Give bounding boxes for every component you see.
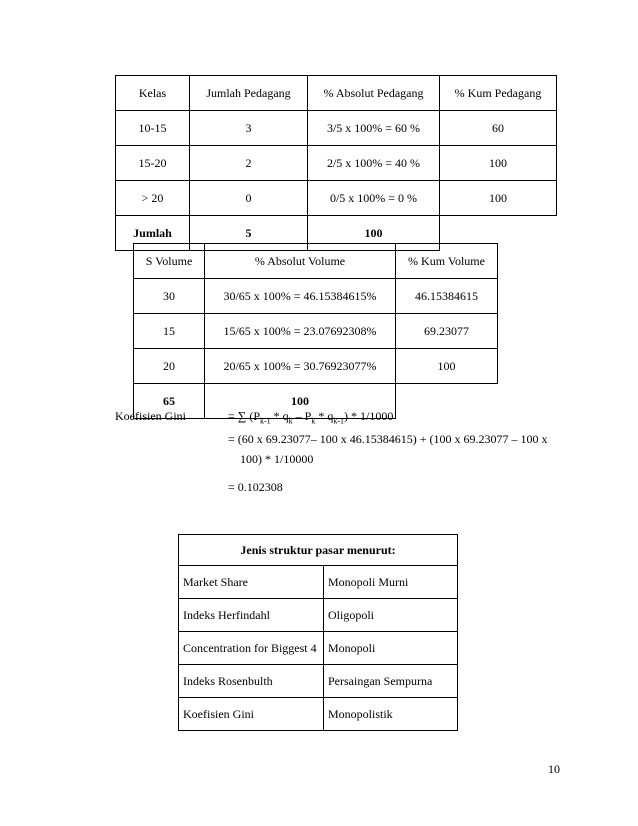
cell: 30/65 x 100% = 46.15384615% [205,279,396,314]
header-kum-pedagang: % Kum Pedagang [440,76,557,111]
cell: Oligopoli [324,599,458,632]
empty-cell [396,384,498,419]
page-number: 10 [548,762,560,776]
struktur-header: Jenis struktur pasar menurut: [179,535,458,566]
cell: 15 [134,314,205,349]
cell: Market Share [179,566,324,599]
total-absolut: 100 [205,384,396,419]
cell: 3/5 x 100% = 60 % [308,111,440,146]
cell: 10-15 [116,111,190,146]
struktur-pasar-table [178,534,458,731]
gini-result: = 0.102308 [228,480,283,494]
cell: Concentration for Biggest 4 [179,632,324,665]
total-volume: 65 [134,384,205,419]
cell: Monopoli [324,632,458,665]
table-row [116,146,557,181]
cell: Persaingan Sempurna [324,665,458,698]
table-row [134,314,498,349]
table-header-row [179,535,458,566]
cell: Monopolistik [324,698,458,731]
formula-part: * q [270,409,289,423]
cell: Monopoli Murni [324,566,458,599]
table-row [179,632,458,665]
gini-calculation: = (60 x 69.23077– 100 x 46.15384615) + (100 x 69.23077 – 100 x [228,432,548,446]
pedagang-table [115,75,557,251]
formula-part: – P [292,409,312,423]
table-row [116,181,557,216]
total-jumlah: 5 [190,216,308,251]
table-row [179,566,458,599]
formula-sub: k [311,416,316,426]
gini-formula [228,408,393,424]
formula-sub: k [288,416,293,426]
header-kum-volume: % Kum Volume [396,244,498,279]
table-row [134,279,498,314]
cell: 2/5 x 100% = 40 % [308,146,440,181]
cell: 0 [190,181,308,216]
formula-part: = ∑ (P [228,409,260,423]
formula-sub: k-1 [260,416,271,426]
table-row [179,698,458,731]
table-row [134,349,498,384]
gini-label: Koefisien Gini [115,409,186,423]
table-row [116,111,557,146]
cell: 46.15384615 [396,279,498,314]
cell: 100 [440,146,557,181]
cell: 0/5 x 100% = 0 % [308,181,440,216]
cell: 15-20 [116,146,190,181]
cell: 100 [396,349,498,384]
cell: 20 [134,349,205,384]
cell: 60 [440,111,557,146]
header-jumlah-pedagang: Jumlah Pedagang [190,76,308,111]
table-header-row [116,76,557,111]
cell: 15/65 x 100% = 23.07692308% [205,314,396,349]
cell: 3 [190,111,308,146]
volume-table [133,243,498,419]
header-absolut-pedagang: % Absolut Pedagang [308,76,440,111]
formula-part: * q [315,409,334,423]
gini-calculation-cont: 100) * 1/10000 [240,452,314,466]
table-row [179,599,458,632]
cell: Koefisien Gini [179,698,324,731]
total-label: Jumlah [116,216,190,251]
cell: 69.23077 [396,314,498,349]
header-absolut-volume: % Absolut Volume [205,244,396,279]
total-absolut: 100 [308,216,440,251]
cell: > 20 [116,181,190,216]
cell: 20/65 x 100% = 30.76923077% [205,349,396,384]
formula-sub: k-1 [333,416,345,426]
header-kelas: Kelas [116,76,190,111]
header-s-volume: S Volume [134,244,205,279]
cell: Indeks Rosenbulth [179,665,324,698]
table-header-row [134,244,498,279]
formula-part: ) * 1/1000 [344,409,394,423]
cell: 30 [134,279,205,314]
cell: 2 [190,146,308,181]
cell: Indeks Herfindahl [179,599,324,632]
cell: 100 [440,181,557,216]
table-row [179,665,458,698]
